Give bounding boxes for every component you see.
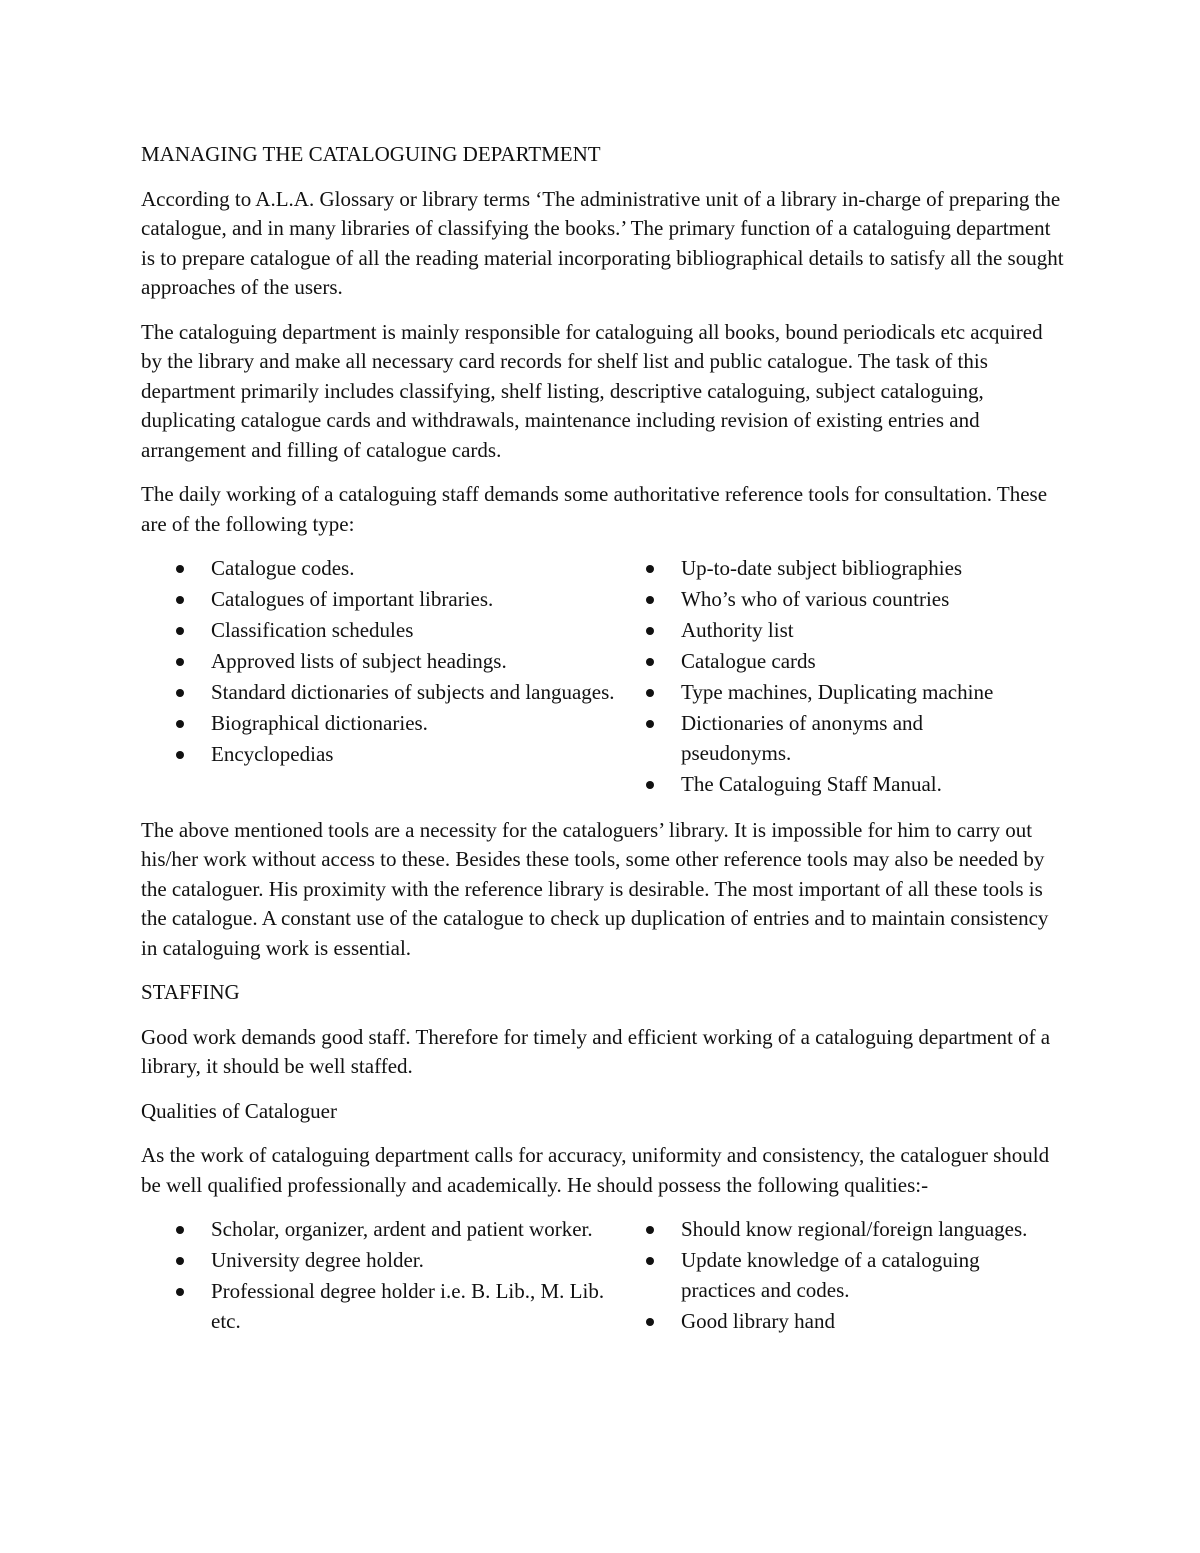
qualities-list-right [636, 1215, 1036, 1338]
list-item: The Cataloguing Staff Manual. [641, 770, 1036, 800]
qualities-paragraph: As the work of cataloguing department calls for accuracy, uniformity and consistency, the cataloguer should be well qualified professionally and academically. He should possess the following qualities:- [141, 1143, 1050, 1197]
intro-paragraph-2: The cataloguing department is mainly responsible for cataloguing all books, bound periodicals etc acquired by the library and make all necessary card records for shelf list and public catalogue. The task of this department primarily includes classifying, shelf listing, descriptive cataloguing, subject cataloguing, duplicating catalogue cards and withdrawals, maintenance including revision of existing entries and arrangement and filling of catalogue cards. [141, 319, 1043, 462]
document-content [141, 140, 1066, 1353]
list-item: Approved lists of subject headings. [171, 647, 636, 677]
list-item: Good library hand [641, 1307, 1036, 1337]
list-item: Encyclopedias [171, 740, 636, 770]
list-item: Professional degree holder i.e. B. Lib., M. Lib. etc. [171, 1277, 636, 1336]
list-item: Catalogue cards [641, 647, 1036, 677]
list-item: Should know regional/foreign languages. [641, 1215, 1036, 1245]
intro-paragraph-1: According to A.L.A. Glossary or library terms ‘The administrative unit of a library in-charge of preparing the catalogue, and in many libraries of classifying the books.’ The primary function of a cataloguing department is to prepare catalogue of all the reading material incorporating bibliographical details to satisfy all the sought approaches of the users. [141, 186, 1064, 299]
qualities-list [141, 1215, 1066, 1338]
qualities-subheading: Qualities of Cataloguer [141, 1098, 337, 1123]
list-item: Who’s who of various countries [641, 585, 1036, 615]
list-item: University degree holder. [171, 1246, 636, 1276]
list-item: Classification schedules [171, 616, 636, 646]
document-title: MANAGING THE CATALOGUING DEPARTMENT [141, 142, 601, 166]
qualities-list-left [141, 1215, 636, 1338]
list-item: Up-to-date subject bibliographies [641, 554, 1036, 584]
list-item: Biographical dictionaries. [171, 709, 636, 739]
list-item: Type machines, Duplicating machine [641, 678, 1036, 708]
list-item: Catalogues of important libraries. [171, 585, 636, 615]
intro-paragraph-3: The daily working of a cataloguing staff demands some authoritative reference tools for consultation. These are of the following type: [141, 482, 1048, 536]
list-item: Scholar, organizer, ardent and patient worker. [171, 1215, 636, 1245]
list-item: Dictionaries of anonyms and pseudonyms. [641, 709, 1036, 768]
list-item: Authority list [641, 616, 1036, 646]
list-item: Standard dictionaries of subjects and languages. [171, 678, 636, 708]
tools-list-right [636, 554, 1036, 801]
list-item: Update knowledge of a cataloguing practices and codes. [641, 1246, 1036, 1305]
tools-list [141, 554, 1066, 801]
staffing-heading: STAFFING [141, 980, 240, 1004]
list-item: Catalogue codes. [171, 554, 636, 584]
staffing-paragraph: Good work demands good staff. Therefore for timely and efficient working of a cataloguing department of a library, it should be well staffed. [141, 1024, 1051, 1078]
tools-summary-paragraph: The above mentioned tools are a necessity for the cataloguers’ library. It is impossible for him to carry out his/her work without access to these. Besides these tools, some other reference tools may also be needed by the cataloguer. His proximity with the reference library is desirable. The most important of all these tools is the catalogue. A constant use of the catalogue to check up duplication of entries and to maintain consistency in cataloguing work is essential. [141, 817, 1049, 960]
tools-list-left [141, 554, 636, 801]
